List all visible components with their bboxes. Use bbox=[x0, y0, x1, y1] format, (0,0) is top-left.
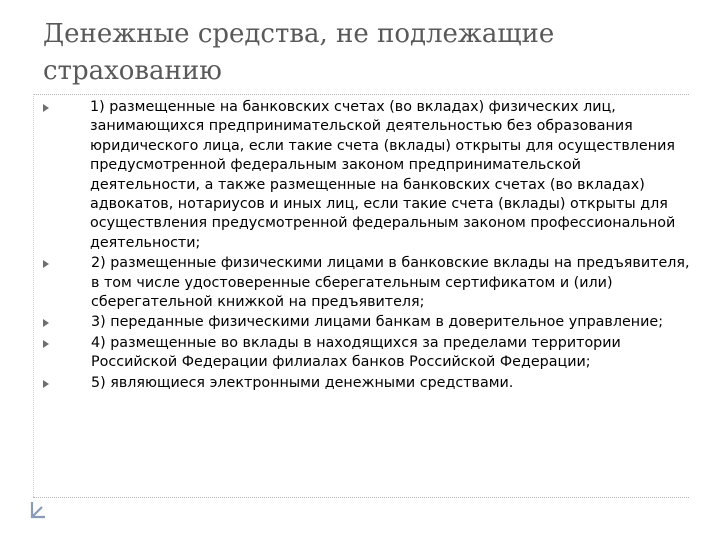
triangle-bullet-icon bbox=[43, 380, 49, 388]
list-item-text: 2) размещенные физическими лицами в банковские вклады на предъявителя, в том числе удостоверенные сберегательным сертификатом и (или) сберегательной книжкой на предъявителя; bbox=[91, 255, 690, 311]
list-item bbox=[41, 313, 691, 332]
left-divider bbox=[33, 94, 34, 497]
triangle-bullet-icon bbox=[43, 104, 49, 112]
slide-title: Денежные средства, не подлежащие страхованию bbox=[43, 19, 555, 86]
triangle-bullet-icon bbox=[43, 260, 49, 268]
list-item-text: 4) размещенные во вклады в находящихся за пределами территории Российской Федерации филиалах банков Российской Федерации; bbox=[91, 334, 621, 371]
list-item bbox=[41, 254, 691, 312]
list-item bbox=[41, 374, 691, 393]
top-divider bbox=[33, 94, 689, 95]
triangle-bullet-icon bbox=[43, 340, 49, 348]
list-item-text: 1) размещенные на банковских счетах (во вкладах) физических лиц, занимающихся предпринимательской деятельностью без образования юридического лица, если такие счета (вклады) открыты для осуществления предусмотренной федеральным законом предпринимательской деятельности, а также размещенные на банковских счетах (во вкладах) адвокатов, нотариусов и иных лиц, если такие счета (вклады) открыты для осуществления предусмотренной федеральным законом профессиональной деятельности; bbox=[90, 99, 676, 251]
triangle-bullet-icon bbox=[43, 319, 49, 327]
list-item bbox=[41, 98, 691, 253]
list-item bbox=[41, 334, 691, 373]
bottom-divider bbox=[33, 497, 689, 498]
list-item-text: 5) являющиеся электронными денежными средствами. bbox=[91, 374, 514, 391]
bullet-list bbox=[41, 98, 691, 393]
list-item-text: 3) переданные физическими лицами банкам в доверительное управление; bbox=[91, 314, 664, 331]
corner-arrow-icon bbox=[29, 500, 47, 520]
